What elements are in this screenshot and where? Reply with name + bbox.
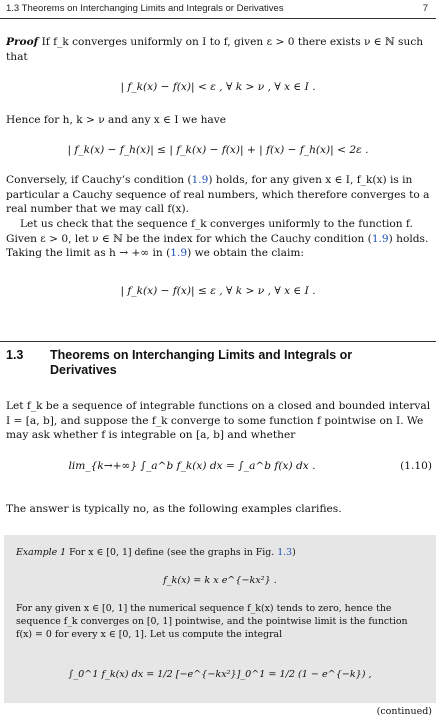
example-equation-integral: ∫_0^1 f_k(x) dx = 1/2 [−e^{−kx²}]_0^1 = 1/2 (1 − e^{−k}) , [68,669,372,680]
figure-ref-1-3[interactable]: 1.3 [277,547,293,558]
equation-number-1-10: (1.10) [400,460,432,472]
equation-ref-1-9-c[interactable]: 1.9 [170,247,188,259]
proof-text-4a: Let us check that the sequence f_k converges uniformly to the function f. Given ε > 0, let ν ∈ ℕ be the index for which the Cauchy condition ( [6,218,413,245]
equation-ref-1-9-b[interactable]: 1.9 [371,232,389,245]
equation-ref-1-9[interactable]: 1.9 [191,174,209,186]
example-text-2: For any given x ∈ [0, 1] the numerical sequence f_k(x) tends to zero, hence the sequence f_k converges on [0, 1] pointwise, and the pointwise limit is the function f(x) = 0 for every x ∈ [0, 1]. Let us compute the integral [16,603,408,640]
equation-uniform-bound: | f_k(x) − f(x)| < ε , ∀ k > ν , ∀ x ∈ I . [120,81,316,93]
section-paragraph-1: Let f_k be a sequence of integrable functions on a closed and bounded interval I = [a, b], and suppose the f_k converge to some function f pointwise on I. We may ask whether f is integrable on [a, b] and whether [6,400,431,441]
page-number: 7 [422,3,428,14]
section-number: 1.3 [6,348,24,362]
proof-paragraph-1 [6,35,434,64]
proof-text-2: Hence for h, k > ν and any x ∈ I we have [6,114,227,126]
section-paragraph-2: The answer is typically no, as the following examples clarifies. [6,503,342,515]
example-equation-fk: f_k(x) = k x e^{−kx²} . [163,575,277,586]
proof-paragraph-4 [6,217,434,261]
continued-label: (continued) [376,706,432,717]
equation-uniform-claim: | f_k(x) − f(x)| ≤ ε , ∀ k > ν , ∀ x ∈ I . [120,285,316,297]
running-head-section: 1.3 Theorems on Interchanging Limits and Integrals or Derivatives [6,3,284,14]
proof-text-3a: Conversely, if Cauchy’s condition ( [6,174,192,186]
proof-text-1: If f_k converges uniformly on I to f, given ε > 0 there exists ν ∈ ℕ such that [6,36,424,63]
section-title: Theorems on Interchanging Limits and Integrals or Derivatives [50,348,353,377]
proof-label: Proof [6,36,39,48]
proof-text-4b: ) holds. Taking the limit as h → +∞ in ( [6,232,429,259]
running-head [6,3,428,18]
proof-text-3b: ) holds, for any given x ∈ I, f_k(x) is in particular a Cauchy sequence of real numbers, which therefore converges to a real number that we may call f(x). [6,174,430,215]
example-intro [16,547,424,560]
equation-1-10: lim_{k→+∞} ∫_a^b f_k(x) dx = ∫_a^b f(x) dx . [68,460,316,472]
proof-paragraph-3 [6,173,434,217]
section-rule [0,341,436,342]
example-text-1a: For x ∈ [0, 1] define (see the graphs in Fig. [69,547,278,558]
example-label: Example 1 [16,547,67,558]
example-text-1b: ) [292,547,296,558]
header-rule [0,18,436,19]
equation-cauchy-estimate: | f_k(x) − f_h(x)| ≤ | f_k(x) − f(x)| + | f(x) − f_h(x)| < 2ε . [67,144,369,156]
example-box [4,535,436,703]
proof-text-4c: ) we obtain the claim: [187,247,304,259]
